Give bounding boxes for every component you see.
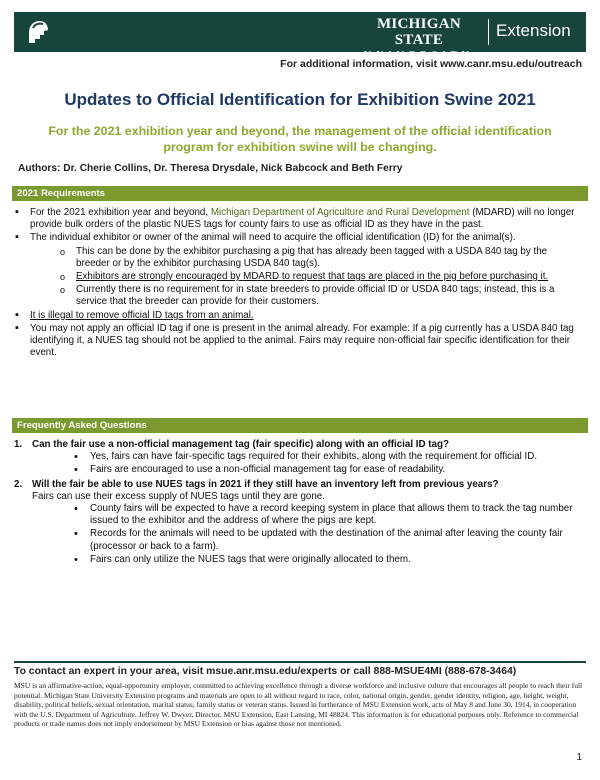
list-item [12,451,582,463]
question-text: Can the fair use a non-official management tag (fair specific) along with an official ID tag? [32,439,449,450]
extension-label: Extension [496,21,571,40]
list-item [12,207,582,231]
list-item-text: County fairs will be expected to have a record keeping system in place that allows them to track the tag number issued to the exhibitor and the address of where the pigs are kept. [90,503,573,527]
spartan-helmet-icon [20,16,52,48]
sub-list-item [12,284,582,308]
list-item [12,310,582,322]
question-text: Will the fair be able to use NUES tags in 2021 if they still have an inventory left from previous years? [32,478,499,490]
list-item-text: This can be done by the exhibitor purchasing a pig that has already been tagged with a USDA 840 tag by the breeder or by the exhibitor purchasing USDA 840 tag(s). [76,245,548,269]
list-item [12,528,582,552]
page-title: Updates to Official Identification for Exhibition Swine 2021 [64,90,536,109]
msu-wordmark [356,16,482,62]
msu-university-line: UNIVERSITY [364,50,474,61]
mdard-link[interactable]: Michigan Department of Agriculture and Rural Development [210,207,470,218]
faq-section [12,437,582,567]
page-number: 1 [576,752,582,763]
page-subtitle: For the 2021 exhibition year and beyond, the management of the official identification program for exhibition swine will be changing. [48,124,552,154]
msu-name-line: MICHIGAN STATE [376,16,462,48]
list-item-text: Yes, fairs can have fair-specific tags required for their exhibits, along with the requirement for official ID. [90,451,538,463]
question-number: 2. [14,478,23,490]
disclaimer-text: MSU is an affirmative-action, equal-opportunity employer, committed to achieving excellence through a diverse workforce and inclusive culture that encourages all people to reach their full potential. Michigan State University Extension programs and materials are open to all without regard to race, color, national origin, gender, gender identity, religion, age, height, weight, disability, political beliefs, sexual orientation, marital status, family status or veteran status. Issued in furtherance of MSU Extension work, acts of May 8 and June 30, 1914, in cooperation with the U.S. Department of Agriculture. Jeffrey W. Dwyer, Director, MSU Extension, East Lansing, MI 48824. This information is for educational purposes only. Reference to commercial products or trade names does not imply endorsement by MSU Extension or bias against those not mentioned. [14,681,583,728]
list-item-text: (MDARD) will no longer provide bulk orders of the plastic NUES tags for county fairs to use as official ID as they have in the past. [30,207,575,231]
header-banner [14,12,586,61]
list-item [12,323,582,360]
list-item-text: Records for the animals will need to be updated with the destination of the animal after leaving the county fair (processor or back to a farm). [90,528,563,552]
faq-answer-2-list [12,503,582,566]
faq-question-2 [12,479,582,491]
list-item-text: Currently there is no requirement for in state breeders to provide official ID or USDA 840 tags; instead, this is a service that the breeder can provide for their customers. [76,284,555,308]
requirements-section [12,207,582,360]
list-item-text: It is illegal to remove official ID tags from an animal. [30,309,254,321]
sub-list-item [12,246,582,270]
requirements-list [12,207,582,359]
list-item-text: Fairs are encouraged to use a non-official management tag for ease of readability. [90,464,446,476]
faq-question-1 [12,439,582,451]
list-item [12,232,582,244]
list-item-text: Exhibitors are strongly encouraged by MDARD to request that tags are placed in the pig before purchasing it. [76,271,549,283]
faq-answer-1-list [12,451,582,476]
faq-answer-2: Fairs can use their excess supply of NUES tags until they are gone. [32,490,325,502]
question-number: 1. [14,439,23,450]
list-item-text: Fairs can only utilize the NUES tags that were originally allocated to them. [90,553,411,565]
faq-heading: Frequently Asked Questions [12,418,588,433]
contact-line[interactable]: To contact an expert in your area, visit msue.anr.msu.edu/experts or call 888-MSUE4MI (888-678-3464) [14,661,586,677]
outreach-link-text[interactable]: For additional information, visit www.canr.msu.edu/outreach [280,58,582,70]
authors-line: Authors: Dr. Cherie Collins, Dr. Theresa Drysdale, Nick Babcock and Beth Ferry [18,163,403,174]
requirements-heading: 2021 Requirements [12,186,588,201]
list-item-text: You may not apply an official ID tag if one is present in the animal already. For example: If a pig currently has a USDA 840 tag identifying it, a NUES tag should not be applied to the animal. Fairs may require non-official fair specific identification for their event. [30,322,574,359]
list-item-text: For the 2021 exhibition year and beyond, [30,207,211,218]
brand-divider [488,19,489,45]
list-item-text: The individual exhibitor or owner of the animal will need to acquire the official identification (ID) for the animal(s). [30,232,516,244]
sub-list-item [12,271,582,283]
list-item [12,464,582,476]
list-item [12,503,582,527]
list-item [12,554,582,566]
